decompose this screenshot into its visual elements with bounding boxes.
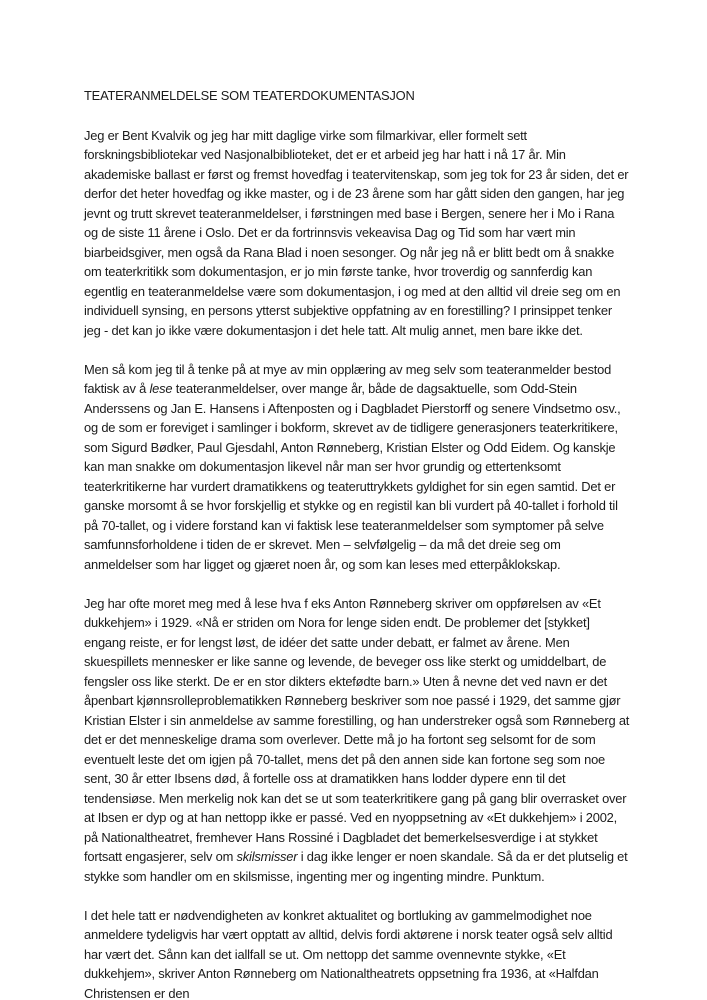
text-run: i dag ikke lenger er noen skandale. Så da er det plutselig et stykke som handler om en skilsmisse, ingenting mer og ingenting mindre. Punktum. [84, 849, 628, 884]
text-run: I det hele tatt er nødvendigheten av konkret aktualitet og bortluking av gammelmodighet noe anmeldere tydeligvis har vært opptatt av alltid, delvis fordi aktørene i norsk teater også selv alltid har vært det. Sånn kan det iallfall se ut. Om nettopp det samme ovennevnte stykke, «Et dukkehjem», skriver Anton Rønneberg om Nationaltheatrets oppsetning fra 1936, at «Halfdan Christensen er den [84, 907, 613, 1000]
document-content [84, 86, 631, 1000]
italic-text-run: lese [149, 381, 173, 396]
italic-text-run: skilsmisser [236, 849, 298, 864]
document-body [84, 126, 631, 1000]
text-run: Men så kom jeg til å tenke på at mye av min opplæring av meg selv som teateranmelder bestod faktisk av å [84, 361, 612, 396]
paragraph [84, 126, 631, 341]
paragraph [84, 906, 631, 1000]
text-run: Jeg har ofte moret meg med å lese hva f eks Anton Rønneberg skriver om oppførelsen av «Et dukkehjem» i 1929. «Nå er striden om Nora for lenge siden endt. De problemer det [stykket] engang reiste, er for lengst løst, de idéer det satte under debatt, er falmet av årene. Men skuespillets mennesker er like sanne og levende, de beveger oss like sterkt og umiddelbart, de fengsler oss like sterkt. De er en stor dikters ektefødte barn.» Uten å nevne det ved navn er det åpenbart kjønnsrolleproblematikken Rønneberg beskriver som noe passé i 1929, det samme gjør Kristian Elster i sin anmeldelse av samme forestilling, og han understreker også som Rønneberg at det er det menneskelige drama som overlever. Dette må jo ha fortont seg selsomt for de som eventuelt leste det om igjen på 70-tallet, mens det på den annen side kan fortone seg som noe sent, 30 år etter Ibsens død, å fortelle oss at dramatikken hans lodder dypere enn til det tendensiøse. Men merkelig nok kan det se ut som teaterkritikere gang på gang blir overrasket over at Ibsen er dyp og at han nettopp ikke er passé. Ved en nyoppsetning av «Et dukkehjem» i 2002, på Nationaltheatret, fremhever Hans Rossiné i Dagbladet det bemerkelsesverdige i at stykket fortsatt engasjerer, selv om [84, 595, 630, 864]
text-run: teateranmeldelser, over mange år, både de dagsaktuelle, som Odd-Stein Anderssens og Jan E. Hansens i Aftenposten og i Dagbladet Pierstorff og senere Vindsetmo osv., og de som er foreviget i samlinger i bokform, skrevet av de tidligere generasjoners teaterkritikere, som Sigurd Bødker, Paul Gjesdahl, Anton Rønneberg, Kristian Elster og Odd Eidem. Og kanskje kan man snakke om dokumentasjon likevel når man ser hvor grundig og ettertenksomt teaterkritikerne har vurdert dramatikkens og teateruttrykkets gyldighet for sin egen samtid. Det er ganske morsomt å se hvor forskjellig et stykke og en registil kan bli vurdert på 40-tallet i forhold til på 70-tallet, og i videre forstand kan vi faktisk lese teateranmeldelser som symptomer på selve samfunnsforholdene i tiden de er skrevet. Men – selvfølgelig – da må det dreie seg om anmeldelser som har ligget og gjæret noen år, og som kan leses med etterpåklokskap. [84, 381, 621, 572]
paragraph [84, 360, 631, 575]
paragraph [84, 594, 631, 887]
document-title: TEATERANMELDELSE SOM TEATERDOKUMENTASJON [84, 88, 415, 103]
text-run: Jeg er Bent Kvalvik og jeg har mitt daglige virke som filmarkivar, eller formelt sett forskningsbibliotekar ved Nasjonalbiblioteket, det er et arbeid jeg har hatt i nå 17 år. Min akademiske ballast er først og fremst hovedfag i teatervitenskap, som jeg tok for 23 år siden, det er derfor det heter hovedfag og ikke master, og i de 23 årene som har gått siden den gangen, har jeg jevnt og trutt skrevet teateranmeldelser, i førstningen med base i Bergen, senere her i Mo i Rana og de siste 11 årene i Oslo. Det er da fortrinnsvis vekeavisa Dag og Tid som har vært min biarbeidsgiver, men også da Rana Blad i noen sesonger. Og når jeg nå er blitt bedt om å snakke om teaterkritikk som dokumentasjon, er jo min første tanke, hvor troverdig og sannferdig kan egentlig en teateranmeldelse være som dokumentasjon, i og med at den alltid vil dreie seg om en individuell synsing, en persons ytterst subjektive oppfatning av en forestilling? I prinsippet tenker jeg - det kan jo ikke være dokumentasjon i det hele tatt. Alt mulig annet, men bare ikke det. [84, 127, 629, 338]
